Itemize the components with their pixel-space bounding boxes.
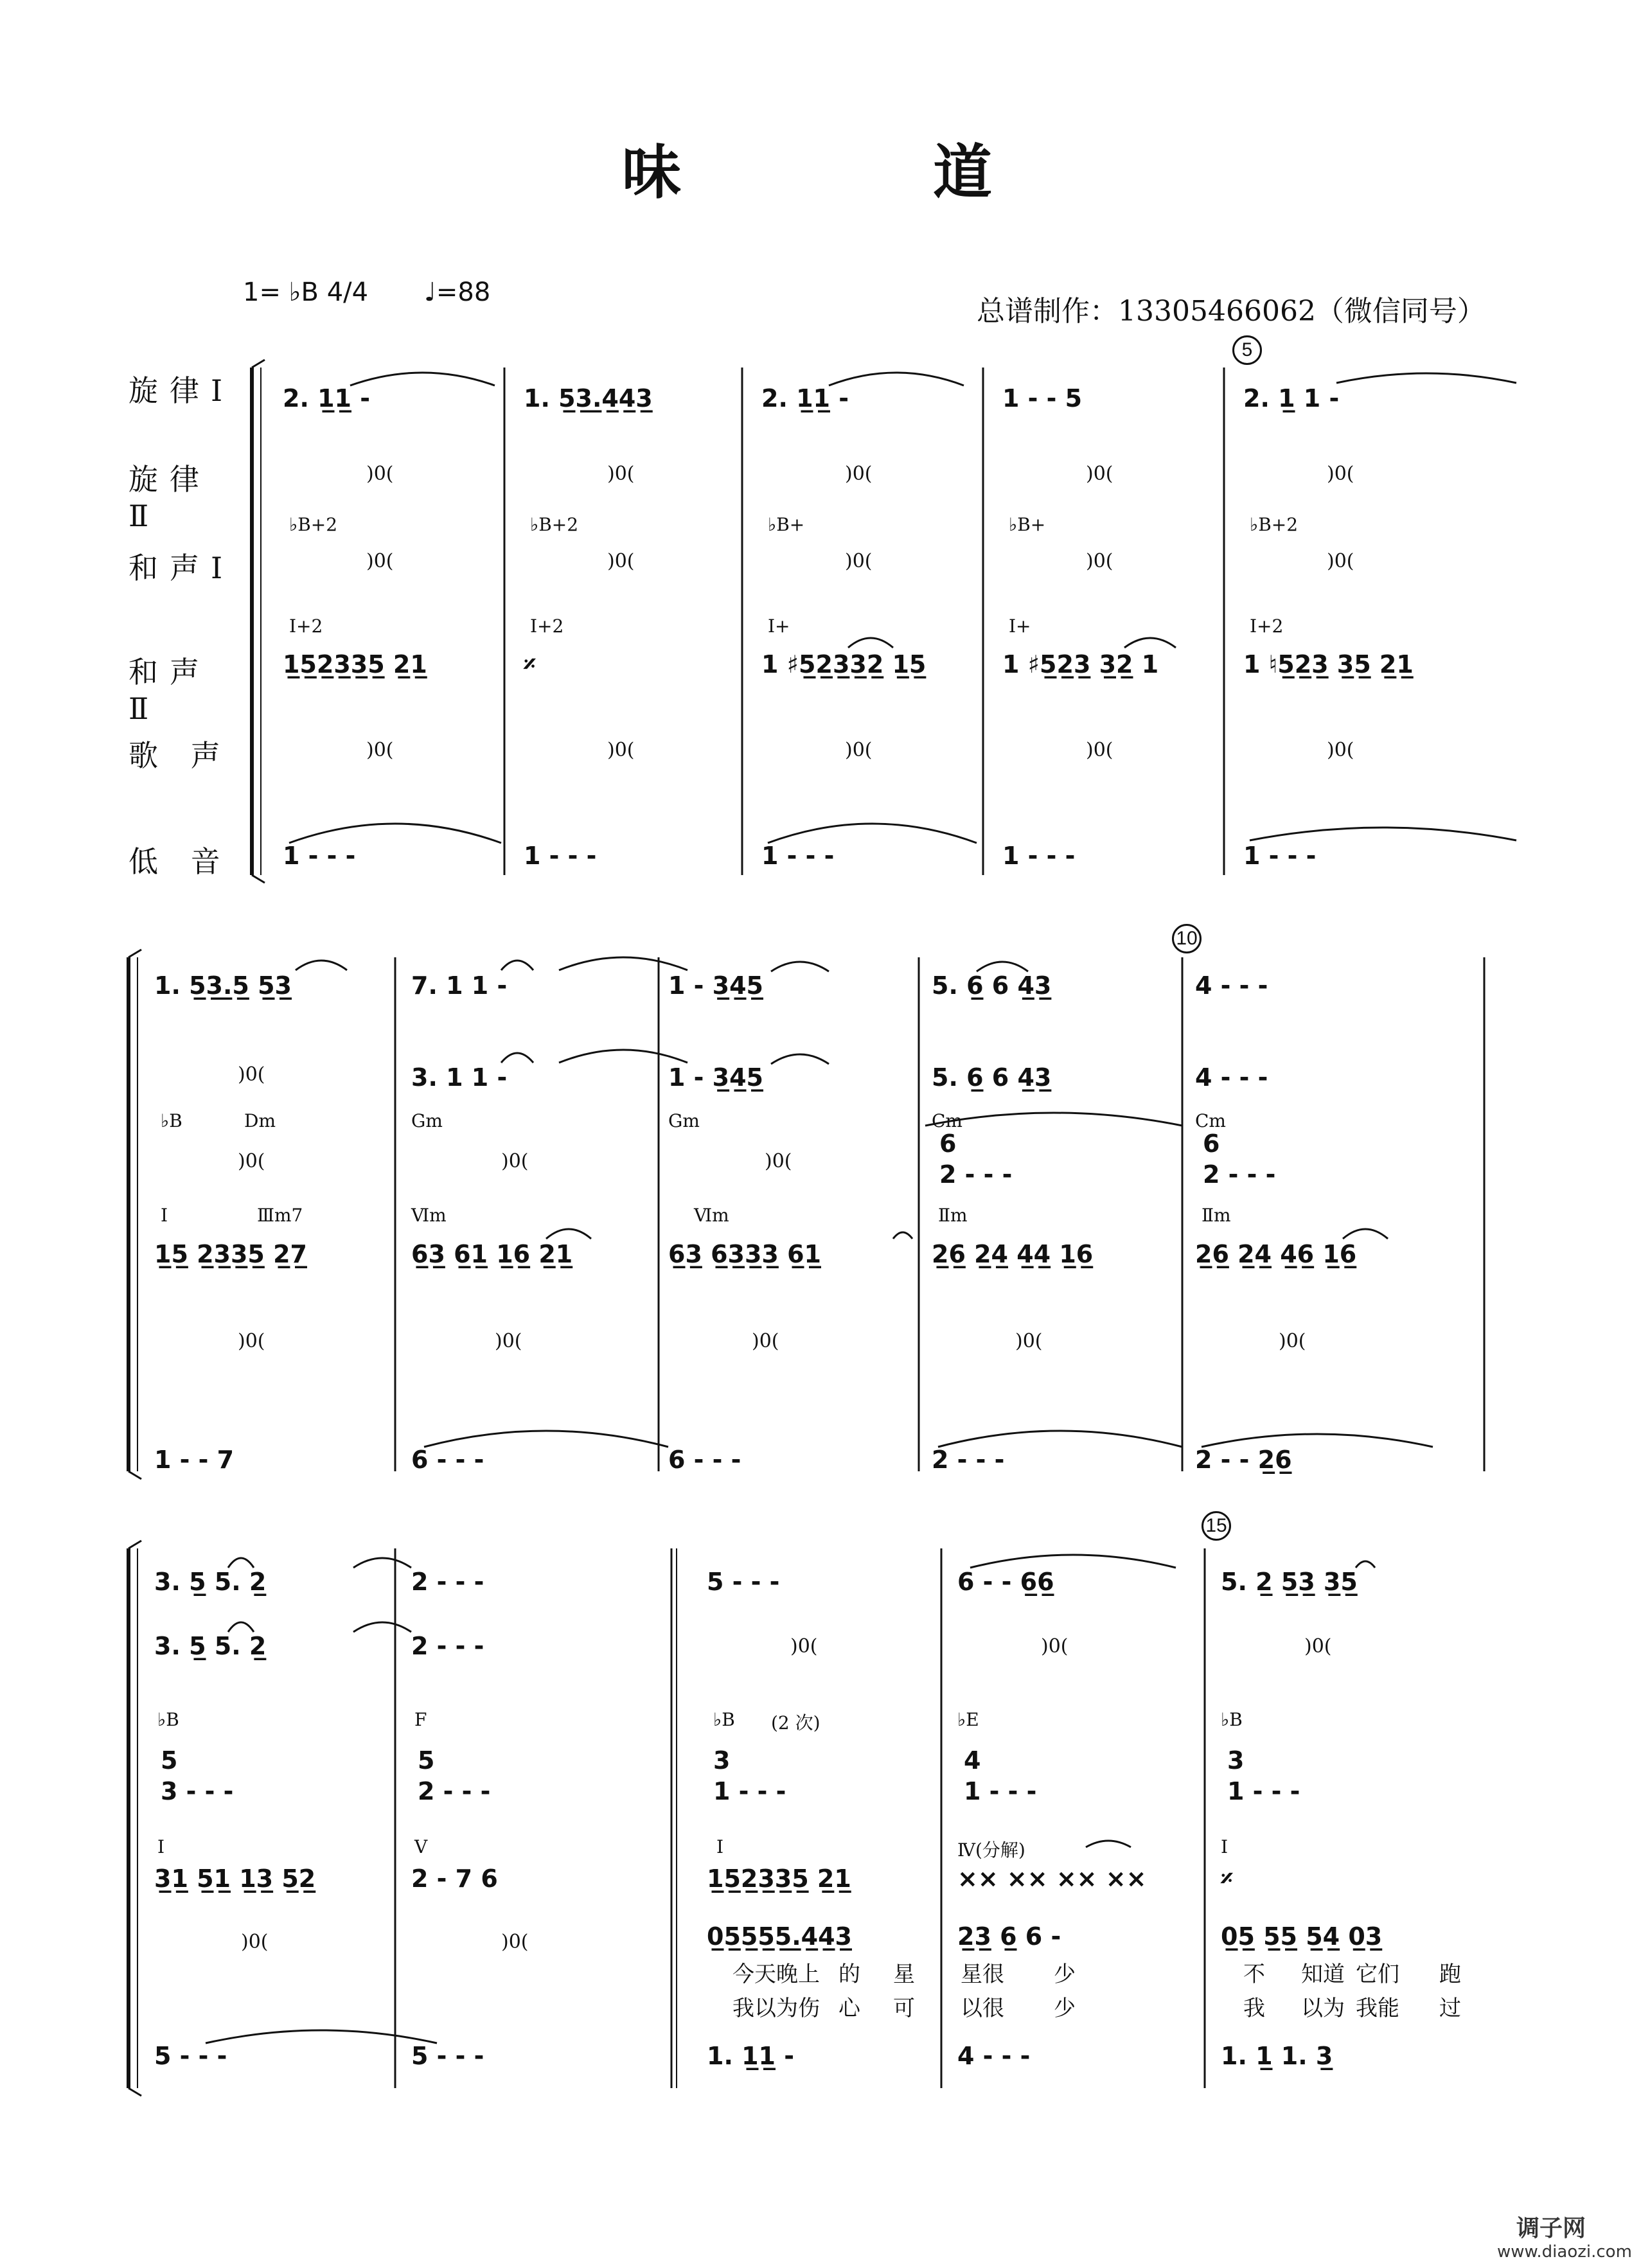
bass-measure: 1 - - 7	[154, 1446, 235, 1474]
harmony1-chord: Gm	[411, 1110, 443, 1131]
melody2-rest: )0(	[790, 1635, 818, 1658]
barline	[129, 1471, 141, 1479]
voice-rest: )0(	[501, 1931, 529, 1953]
rehearsal-mark-10: 10	[1172, 924, 1202, 953]
slur	[206, 2030, 437, 2043]
part-label-bass: 低 音	[129, 844, 232, 879]
lyric-line2: 我能	[1356, 1996, 1399, 2021]
voice-measure: 2̲3̲ 6̲ 6 -	[957, 1922, 1061, 1951]
harmony1-rest: )0(	[607, 550, 635, 572]
lyric-line2: 以为	[1301, 1996, 1345, 2021]
voice-rest: )0(	[607, 739, 635, 761]
bass-measure: 1 - - -	[524, 842, 597, 870]
rehearsal-mark-15: 15	[1202, 1511, 1231, 1541]
harmony1-measure: 1 - - -	[713, 1777, 786, 1805]
melody1-measure: 1. 5̲3̲.̲4̲4̲3̲	[524, 384, 653, 412]
slur	[501, 1053, 533, 1063]
lyric-line1: 不	[1243, 1962, 1265, 1987]
harmony1-measure: 1 - - -	[964, 1777, 1037, 1805]
part-label-melody2: 旋律Ⅱ	[129, 462, 211, 533]
harmony1-measure: 6	[939, 1130, 957, 1158]
slur	[353, 1622, 411, 1632]
melody2-measure: 2 - - -	[411, 1632, 484, 1660]
voice-rest: )0(	[238, 1330, 265, 1352]
harmony2-chord: I+2	[289, 616, 323, 637]
slur	[501, 961, 533, 970]
slur	[938, 1431, 1182, 1447]
part-label-voice: 歌 声	[129, 738, 232, 773]
lyric-line2: 少	[1054, 1996, 1076, 2021]
harmony1-chord: ♭B+	[768, 514, 805, 535]
melody1-measure: 1 - 3̲4̲5̲	[668, 971, 763, 1000]
watermark-url: www.diaozi.com	[1497, 2242, 1632, 2262]
harmony1-measure: 3	[713, 1746, 731, 1775]
harmony1-chord: ♭B+	[1009, 514, 1046, 535]
harmony2-measure: 2̲6̲ 2̲4̲ 4̲4̲ 1̲6̲	[932, 1240, 1094, 1268]
harmony1-chord: Cm	[932, 1110, 962, 1131]
harmony2-measure: 1 ♯5̲2̲3̲ 3̲2̲ 1	[1002, 650, 1159, 678]
melody1-measure: 6 - - 6̲6̲	[957, 1568, 1054, 1596]
voice-rest: )0(	[1086, 739, 1113, 761]
harmony2-chord: Ⅲm7	[257, 1205, 303, 1226]
harmony1-measure: 5	[418, 1746, 435, 1775]
part-label-melody1: 旋律Ⅰ	[129, 373, 235, 408]
lyric-line1: 星很	[961, 1962, 1004, 1987]
harmony1-measure: 6	[1203, 1130, 1220, 1158]
melody2-measure: 1 - 3̲4̲5̲	[668, 1063, 763, 1092]
bass-measure: 2 - - 2̲6̲	[1195, 1446, 1292, 1474]
harmony2-chord: Ⅱm	[1202, 1205, 1231, 1226]
harmony1-rest: )0(	[366, 550, 394, 572]
voice-rest: )0(	[495, 1330, 522, 1352]
harmony1-measure: 2 - - -	[939, 1160, 1013, 1189]
harmony1-chord: ♭E	[957, 1709, 979, 1730]
barline	[129, 1541, 141, 1548]
slur	[893, 1232, 912, 1239]
barline	[129, 2088, 141, 2096]
harmony1-chord: ♭B	[1221, 1709, 1243, 1730]
harmony1-measure: 1 - - -	[1227, 1777, 1300, 1805]
harmony2-chord: I	[161, 1205, 168, 1226]
melody1-measure: 2. 1̲1̲ -	[283, 384, 370, 412]
melody2-measure: 3. 5̲ 5. 2̲	[154, 1632, 267, 1660]
lyric-line1: 星	[893, 1962, 915, 1987]
melody1-measure: 7. 1 1 -	[411, 971, 508, 1000]
melody2-rest: )0(	[845, 463, 873, 485]
harmony1-rest: )0(	[501, 1150, 529, 1173]
melody1-measure: 2 - - -	[411, 1568, 484, 1596]
slur	[977, 962, 1028, 971]
harmony2-measure: 1̲5̲2̲3̲3̲5̲ 2̲1̲	[283, 650, 427, 678]
rehearsal-mark-5: 5	[1232, 335, 1262, 365]
voice-measure: 0̲5̲5̲5̲5̲.̲4̲4̲3̲	[707, 1922, 852, 1951]
voice-rest: )0(	[241, 1931, 269, 1953]
lyric-line2: 我	[1243, 1996, 1265, 2021]
melody2-rest: )0(	[1041, 1635, 1069, 1658]
melody1-measure: 3. 5̲ 5. 2̲	[154, 1568, 267, 1596]
harmony1-measure: 4	[964, 1746, 981, 1775]
melody2-rest: )0(	[1327, 463, 1354, 485]
harmony1-chord: Gm	[668, 1110, 700, 1131]
melody2-rest: )0(	[366, 463, 394, 485]
voice-measure: 0̲5̲ 5̲5̲ 5̲4̲ 0̲3̲	[1221, 1922, 1383, 1951]
lyric-line1: 今天晚上	[732, 1962, 820, 1987]
harmony2-chord: Ⅱm	[938, 1205, 968, 1226]
bass-measure: 6 - - -	[411, 1446, 484, 1474]
harmony2-measure: 6̲3̲ 6̲3̲3̲3̲ 6̲1̲	[668, 1240, 821, 1268]
melody1-measure: 2. 1̲1̲ -	[761, 384, 849, 412]
melody2-rest: )0(	[1304, 1635, 1332, 1658]
harmony2-chord: I+2	[1250, 616, 1284, 637]
lyric-line1: 的	[838, 1962, 860, 1987]
barline	[129, 950, 141, 957]
slur	[1202, 1434, 1433, 1447]
bass-measure: 1. 1̲1̲ -	[707, 2042, 794, 2070]
melody2-measure: 5. 6̲ 6 4̲3̲	[932, 1063, 1052, 1092]
harmony1-chord: Dm	[244, 1110, 276, 1131]
melody1-measure: 1 - - 5	[1002, 384, 1083, 412]
melody1-measure: 2. 1̲ 1 -	[1243, 384, 1340, 412]
part-label-harmony1: 和声Ⅰ	[129, 551, 235, 585]
harmony1-rest: )0(	[765, 1150, 792, 1173]
harmony1-chord: Cm	[1195, 1110, 1226, 1131]
voice-rest: )0(	[845, 739, 873, 761]
harmony1-chord: F	[414, 1709, 427, 1730]
harmony2-chord: I	[157, 1836, 165, 1857]
harmony2-chord: Ⅵm	[411, 1205, 447, 1226]
harmony2-measure: 1 ♯5̲2̲3̲3̲2̲ 1̲5̲	[761, 650, 927, 678]
slur	[771, 1054, 829, 1064]
bass-measure: 6 - - -	[668, 1446, 741, 1474]
harmony1-measure: 3 - - -	[161, 1777, 234, 1805]
harmony2-chord: I+2	[530, 616, 564, 637]
harmony2-measure: 2̲6̲ 2̲4̲ 4̲6̲ 1̲6̲	[1195, 1240, 1357, 1268]
melody1-measure: 4 - - -	[1195, 971, 1268, 1000]
watermark-logo: 调子网	[1516, 2215, 1586, 2242]
barline	[252, 360, 265, 368]
bass-measure: 2 - - -	[932, 1446, 1005, 1474]
melody2-rest: )0(	[238, 1063, 265, 1086]
harmony2-chord: I+	[768, 616, 790, 637]
bass-measure: 5 - - -	[154, 2042, 227, 2070]
harmony2-measure: ×× ×× ×× ××	[957, 1865, 1147, 1893]
harmony2-chord: I	[1221, 1836, 1228, 1857]
voice-rest: )0(	[752, 1330, 779, 1352]
bass-measure: 1. 1̲ 1. 3̲	[1221, 2042, 1333, 2070]
voice-rest: )0(	[1327, 739, 1354, 761]
slur	[829, 373, 964, 385]
lyric-line1: 跑	[1439, 1962, 1461, 1987]
bass-measure: 4 - - -	[957, 2042, 1031, 2070]
harmony2-chord: Ⅵm	[694, 1205, 729, 1226]
lyric-line2: 心	[838, 1996, 860, 2021]
harmony2-measure: 1̲5̲ 2̲3̲3̲5̲ 2̲7̲	[154, 1240, 307, 1268]
harmony2-measure: 1̲5̲2̲3̲3̲5̲ 2̲1̲	[707, 1865, 851, 1893]
slur	[1343, 1229, 1388, 1239]
harmony1-chord: ♭B	[713, 1709, 735, 1730]
lyric-line1: 知道	[1301, 1962, 1345, 1987]
harmony1-measure: 2 - - -	[1203, 1160, 1276, 1189]
harmony2-measure: 𝄎	[524, 650, 536, 678]
harmony2-measure: 2 - 7 6	[411, 1865, 498, 1893]
harmony2-chord: I	[716, 1836, 724, 1857]
slur	[1356, 1561, 1375, 1568]
melody1-measure: 1. 5̲3̲.̲5̲ 5̲3̲	[154, 971, 292, 1000]
slur	[925, 1113, 1182, 1126]
lyric-line2: 以很	[961, 1996, 1004, 2021]
harmony1-rest: )0(	[1327, 550, 1354, 572]
harmony1-chord: ♭B	[161, 1110, 182, 1131]
melody2-rest: )0(	[1086, 463, 1113, 485]
slur	[1086, 1841, 1131, 1847]
barline	[252, 875, 265, 883]
harmony2-measure: 𝄎	[1221, 1865, 1233, 1893]
harmony1-chord: ♭B+2	[530, 514, 579, 535]
harmony1-rest: )0(	[845, 550, 873, 572]
slur	[1250, 828, 1516, 840]
bass-measure: 1 - - -	[1002, 842, 1076, 870]
tempo-marking: ♩=88	[424, 278, 491, 307]
melody2-rest: )0(	[607, 463, 635, 485]
slur	[424, 1431, 668, 1447]
harmony2-chord: Ⅴ	[414, 1836, 428, 1857]
harmony1-rest: )0(	[1086, 550, 1113, 572]
melody2-measure: 3. 1 1 -	[411, 1063, 508, 1092]
score-title: 味 道	[621, 137, 1108, 207]
voice-rest: )0(	[366, 739, 394, 761]
lyric-line1: 它们	[1356, 1962, 1399, 1987]
harmony1-chord: ♭B+2	[289, 514, 338, 535]
harmony1-measure: 2 - - -	[418, 1777, 491, 1805]
slur	[1336, 373, 1516, 383]
melody1-measure: 5. 6̲ 6 4̲3̲	[932, 971, 1052, 1000]
slur	[353, 1558, 411, 1568]
bass-measure: 1 - - -	[761, 842, 835, 870]
key-signature: 1= ♭B 4/4	[243, 278, 369, 307]
slur	[296, 961, 347, 970]
bass-measure: 1 - - -	[1243, 842, 1317, 870]
harmony1-measure: 3	[1227, 1746, 1245, 1775]
slur	[228, 1558, 254, 1568]
harmony1-rest: )0(	[238, 1150, 265, 1173]
harmony2-chord: I+	[1009, 616, 1031, 637]
bass-measure: 1 - - -	[283, 842, 356, 870]
slur	[970, 1555, 1176, 1568]
slur	[559, 1050, 687, 1063]
melody2-measure: 4 - - -	[1195, 1063, 1268, 1092]
voice-rest: )0(	[1015, 1330, 1043, 1352]
slur	[1124, 638, 1176, 648]
slur	[768, 824, 977, 843]
score-credit: 总谱制作：13305466062（微信同号）	[977, 295, 1486, 328]
part-label-harmony2: 和声Ⅱ	[129, 655, 211, 726]
slur	[771, 962, 829, 971]
lyric-line1: 少	[1054, 1962, 1076, 1987]
slur	[289, 824, 501, 843]
harmony1-chord: ♭B	[157, 1709, 179, 1730]
harmony2-measure: 6̲3̲ 6̲1̲ 1̲6̲ 2̲1̲	[411, 1240, 573, 1268]
slur	[559, 957, 687, 970]
harmony1-measure: 5	[161, 1746, 178, 1775]
harmony2-measure: 3̲1̲ 5̲1̲ 1̲3̲ 5̲2̲	[154, 1865, 316, 1893]
melody1-measure: 5 - - -	[707, 1568, 780, 1596]
lyric-line2: 我以为伤	[732, 1996, 820, 2021]
harmony1-chord: (2 次)	[771, 1712, 820, 1733]
harmony1-chord: ♭B+2	[1250, 514, 1299, 535]
slur	[228, 1622, 254, 1632]
slur	[848, 638, 893, 648]
slur	[546, 1229, 591, 1239]
lyric-line2: 过	[1439, 1996, 1461, 2021]
melody1-measure: 5. 2̲ 5̲3̲ 3̲5̲	[1221, 1568, 1358, 1596]
harmony2-chord: Ⅳ(分解)	[957, 1839, 1025, 1861]
voice-rest: )0(	[1279, 1330, 1306, 1352]
slur	[350, 373, 495, 385]
lyric-line2: 可	[893, 1996, 915, 2021]
bass-measure: 5 - - -	[411, 2042, 484, 2070]
harmony2-measure: 1 ♮5̲2̲3̲ 3̲5̲ 2̲1̲	[1243, 650, 1414, 678]
